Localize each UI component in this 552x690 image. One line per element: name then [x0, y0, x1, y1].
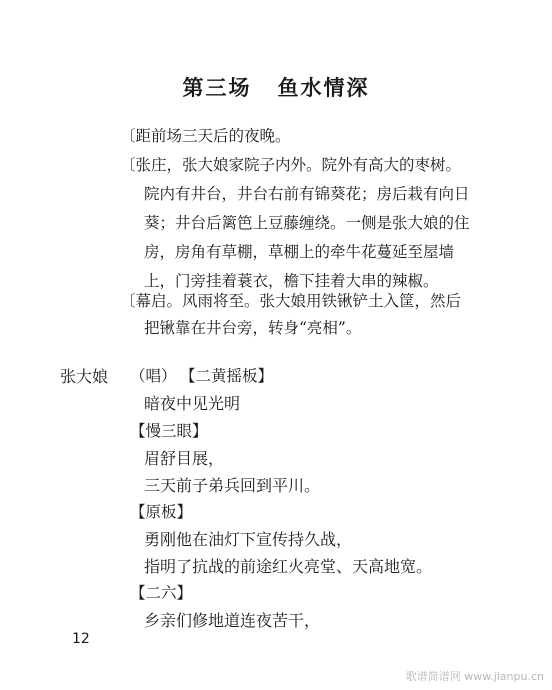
speaker-name: 张大娘: [60, 367, 109, 386]
lyric-line: 勇刚他在油灯下宣传持久战，: [144, 530, 353, 549]
page-number: 12: [72, 631, 90, 647]
scene-name: 鱼水情深: [277, 76, 370, 100]
stage-direction-line: 〔距前场三天后的夜晚。: [120, 127, 291, 145]
tune-tag: 【原板】: [130, 503, 193, 521]
stage-direction-line: 院内有井台，井台右前有锦葵花；房后栽有向日: [144, 185, 470, 203]
stage-direction-line: 葵；井台后篱笆上豆藤缠绕。一侧是张大娘的住: [144, 214, 470, 232]
tune-tag: 【慢三眼】: [130, 422, 208, 440]
stage-direction-line: 上，门旁挂着蓑衣，檐下挂着大串的辣椒。: [144, 272, 439, 290]
lyric-line: 三天前子弟兵回到平川。: [144, 476, 321, 495]
watermark: 歌谱简谱网 www.jianpu.cn: [405, 670, 544, 683]
sing-mode: （唱）: [130, 367, 177, 385]
stage-direction-line: 〔幕启。风雨将至。张大娘用铁锹铲土入筐，然后: [120, 292, 462, 310]
scene-title: [0, 72, 552, 102]
lyric-line: 乡亲们修地道连夜苦干，: [144, 611, 321, 630]
tune-tag: 【二黄摇板】: [180, 367, 274, 385]
tune-tag: 【二六】: [130, 584, 193, 602]
lyric-line: 指明了抗战的前途红火亮堂、天高地宽。: [144, 557, 433, 576]
scene-number: 第三场: [182, 76, 252, 100]
lyric-line: 眉舒目展，: [144, 449, 225, 468]
lyric-line: 暗夜中见光明: [144, 394, 241, 413]
stage-direction-line: 把锹靠在井台旁，转身“亮相”。: [144, 319, 362, 337]
stage-direction-line: 房，房角有草棚，草棚上的牵牛花蔓延至屋墙: [144, 243, 455, 261]
stage-direction-line: 〔张庄，张大娘家院子内外。院外有高大的枣树。: [120, 156, 462, 174]
